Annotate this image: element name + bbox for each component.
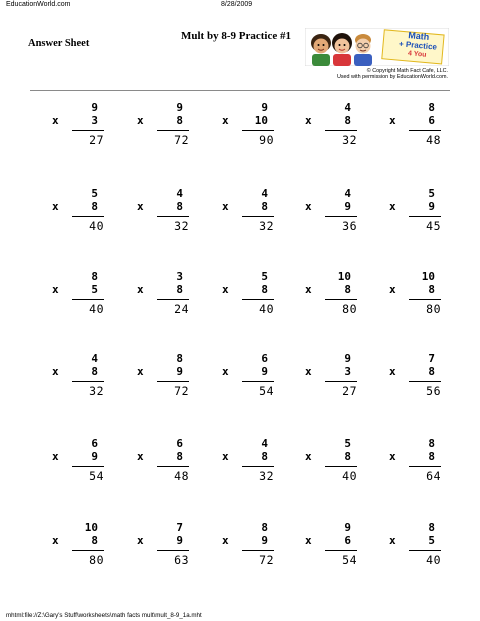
multiplicand: 5 [428, 187, 435, 200]
problem [305, 437, 365, 485]
multiply-sign: x [305, 450, 312, 463]
multiplier: 8 [428, 450, 435, 463]
problem [389, 270, 449, 318]
answer-line [409, 466, 441, 467]
problem [389, 437, 449, 485]
multiplier: 9 [176, 365, 183, 378]
answer-line [409, 299, 441, 300]
product-answer: 80 [342, 302, 357, 316]
answer-line [157, 466, 189, 467]
multiplicand: 9 [176, 101, 183, 114]
answer-sheet-label: Answer Sheet [28, 38, 90, 49]
multiplier: 8 [344, 114, 351, 127]
multiplier: 8 [344, 450, 351, 463]
problem [389, 101, 449, 149]
copyright-notice [300, 68, 448, 80]
multiplier: 9 [428, 200, 435, 213]
multiply-sign: x [389, 365, 396, 378]
problem [52, 101, 112, 149]
multiplicand: 7 [428, 352, 435, 365]
multiply-sign: x [222, 114, 229, 127]
multiply-sign: x [389, 114, 396, 127]
logo-line-4you: 4 You [407, 50, 427, 59]
problem [305, 101, 365, 149]
answer-line [242, 381, 274, 382]
multiplicand: 5 [344, 437, 351, 450]
product-answer: 32 [89, 384, 104, 398]
problem [389, 352, 449, 400]
multiply-sign: x [389, 450, 396, 463]
problem [305, 352, 365, 400]
answer-line [325, 466, 357, 467]
product-answer: 56 [426, 384, 441, 398]
answer-line [72, 381, 104, 382]
answer-line [72, 550, 104, 551]
multiplier: 5 [428, 534, 435, 547]
product-answer: 40 [89, 219, 104, 233]
answer-line [409, 550, 441, 551]
answer-line [157, 299, 189, 300]
product-answer: 54 [259, 384, 274, 398]
multiplier: 8 [176, 200, 183, 213]
multiply-sign: x [52, 450, 59, 463]
copyright-line-1: © Copyright Math Fact Cafe, LLC. [366, 68, 448, 74]
answer-line [72, 216, 104, 217]
multiplicand: 7 [176, 521, 183, 534]
multiplicand: 6 [261, 352, 268, 365]
copyright-line-2: Used with permission by EducationWorld.com. [336, 74, 448, 81]
multiplier: 9 [176, 534, 183, 547]
product-answer: 40 [89, 302, 104, 316]
problem [52, 437, 112, 485]
multiply-sign: x [52, 283, 59, 296]
multiply-sign: x [222, 450, 229, 463]
product-answer: 32 [259, 219, 274, 233]
problem [137, 187, 197, 235]
product-answer: 63 [174, 553, 189, 567]
answer-line [325, 130, 357, 131]
answer-line [157, 550, 189, 551]
product-answer: 72 [174, 133, 189, 147]
logo-line-practice: + Practice [398, 39, 438, 52]
problem [137, 352, 197, 400]
answer-line [242, 130, 274, 131]
multiply-sign: x [52, 365, 59, 378]
product-answer: 45 [426, 219, 441, 233]
multiplicand: 10 [421, 270, 435, 283]
multiplier: 8 [261, 283, 268, 296]
multiplier: 8 [91, 365, 98, 378]
multiply-sign: x [389, 534, 396, 547]
multiply-sign: x [389, 283, 396, 296]
product-answer: 27 [342, 384, 357, 398]
product-answer: 90 [259, 133, 274, 147]
multiplicand: 4 [261, 437, 268, 450]
multiply-sign: x [305, 283, 312, 296]
multiplicand: 9 [261, 101, 268, 114]
multiplicand: 9 [344, 352, 351, 365]
multiply-sign: x [137, 365, 144, 378]
answer-line [242, 466, 274, 467]
problem [52, 352, 112, 400]
multiplicand: 8 [428, 101, 435, 114]
multiplier: 6 [428, 114, 435, 127]
problem [52, 270, 112, 318]
multiplier: 9 [91, 450, 98, 463]
multiplier: 8 [428, 365, 435, 378]
answer-line [325, 381, 357, 382]
multiplier: 8 [91, 534, 98, 547]
product-answer: 80 [426, 302, 441, 316]
multiply-sign: x [52, 200, 59, 213]
problem [222, 521, 282, 569]
multiplier: 8 [176, 450, 183, 463]
multiply-sign: x [305, 200, 312, 213]
multiplier: 8 [91, 200, 98, 213]
problem [389, 187, 449, 235]
multiply-sign: x [305, 114, 312, 127]
multiply-sign: x [52, 114, 59, 127]
multiplicand: 3 [176, 270, 183, 283]
product-answer: 40 [342, 469, 357, 483]
math-practice-logo [305, 28, 449, 66]
multiplicand: 10 [337, 270, 351, 283]
product-answer: 32 [174, 219, 189, 233]
answer-line [409, 130, 441, 131]
multiplier: 9 [344, 200, 351, 213]
page-title: Mult by 8-9 Practice #1 [181, 30, 291, 42]
multiplier: 3 [91, 114, 98, 127]
product-answer: 40 [426, 553, 441, 567]
file-path-footer: mhtml:file://Z:\Gary's Stuff\worksheets\math facts mult\mult_8-9_1a.mht [6, 612, 202, 619]
answer-line [72, 466, 104, 467]
multiply-sign: x [137, 114, 144, 127]
site-name: EducationWorld.com [6, 1, 71, 8]
multiply-sign: x [222, 200, 229, 213]
problem [222, 352, 282, 400]
multiplier: 6 [344, 534, 351, 547]
problem [137, 101, 197, 149]
multiplicand: 6 [176, 437, 183, 450]
problem [52, 521, 112, 569]
multiply-sign: x [305, 365, 312, 378]
multiplicand: 8 [428, 437, 435, 450]
multiplicand: 8 [261, 521, 268, 534]
multiplicand: 8 [428, 521, 435, 534]
product-answer: 80 [89, 553, 104, 567]
problem [222, 187, 282, 235]
problem [389, 521, 449, 569]
answer-line [242, 216, 274, 217]
multiply-sign: x [137, 450, 144, 463]
problem [305, 187, 365, 235]
answer-line [242, 299, 274, 300]
multiply-sign: x [222, 283, 229, 296]
answer-line [157, 130, 189, 131]
multiplier: 8 [176, 114, 183, 127]
multiplier: 8 [176, 283, 183, 296]
logo-line-math: Math [407, 30, 430, 42]
multiplicand: 5 [261, 270, 268, 283]
product-answer: 72 [174, 384, 189, 398]
problem [137, 270, 197, 318]
multiply-sign: x [305, 534, 312, 547]
header-divider [30, 90, 450, 91]
answer-line [242, 550, 274, 551]
multiplicand: 9 [344, 521, 351, 534]
multiplier: 9 [261, 365, 268, 378]
product-answer: 36 [342, 219, 357, 233]
product-answer: 48 [174, 469, 189, 483]
problem [52, 187, 112, 235]
multiplicand: 8 [176, 352, 183, 365]
problem [222, 270, 282, 318]
multiplier: 5 [91, 283, 98, 296]
multiplier: 3 [344, 365, 351, 378]
answer-line [325, 216, 357, 217]
answer-line [409, 381, 441, 382]
multiply-sign: x [389, 200, 396, 213]
problem [222, 101, 282, 149]
answer-line [409, 216, 441, 217]
multiply-sign: x [52, 534, 59, 547]
multiplier: 8 [344, 283, 351, 296]
product-answer: 54 [342, 553, 357, 567]
multiply-sign: x [137, 200, 144, 213]
answer-line [72, 130, 104, 131]
product-answer: 64 [426, 469, 441, 483]
problem [137, 521, 197, 569]
multiplier: 9 [261, 534, 268, 547]
multiplicand: 6 [91, 437, 98, 450]
answer-line [157, 381, 189, 382]
multiplicand: 5 [91, 187, 98, 200]
problem [137, 437, 197, 485]
product-answer: 32 [342, 133, 357, 147]
product-answer: 32 [259, 469, 274, 483]
multiplicand: 4 [344, 101, 351, 114]
multiplicand: 4 [176, 187, 183, 200]
multiplier: 10 [254, 114, 268, 127]
multiplicand: 8 [91, 270, 98, 283]
product-answer: 27 [89, 133, 104, 147]
multiply-sign: x [222, 365, 229, 378]
product-answer: 40 [259, 302, 274, 316]
logo-text [388, 30, 448, 62]
multiplier: 8 [261, 450, 268, 463]
product-answer: 72 [259, 553, 274, 567]
print-date: 8/28/2009 [221, 1, 253, 8]
multiplicand: 4 [344, 187, 351, 200]
problem [305, 270, 365, 318]
multiplicand: 9 [91, 101, 98, 114]
problem [305, 521, 365, 569]
multiply-sign: x [137, 283, 144, 296]
answer-line [72, 299, 104, 300]
answer-line [157, 216, 189, 217]
multiplier: 8 [428, 283, 435, 296]
answer-line [325, 550, 357, 551]
multiplicand: 4 [91, 352, 98, 365]
multiply-sign: x [137, 534, 144, 547]
multiplier: 8 [261, 200, 268, 213]
product-answer: 24 [174, 302, 189, 316]
multiplicand: 10 [84, 521, 98, 534]
problem [222, 437, 282, 485]
product-answer: 48 [426, 133, 441, 147]
multiply-sign: x [222, 534, 229, 547]
product-answer: 54 [89, 469, 104, 483]
multiplicand: 4 [261, 187, 268, 200]
answer-line [325, 299, 357, 300]
